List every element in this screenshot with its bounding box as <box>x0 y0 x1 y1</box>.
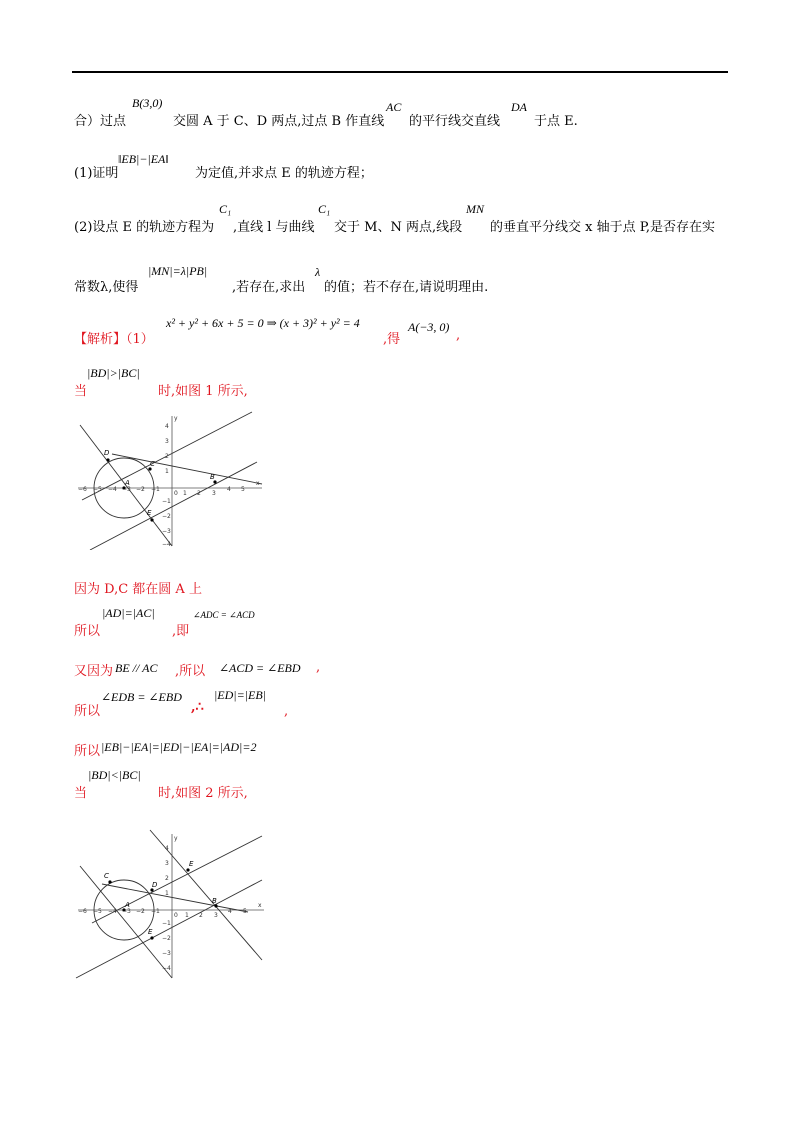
s5-prefix: 所以 <box>74 744 101 759</box>
figure-2 <box>72 828 272 980</box>
svg-text:4: 4 <box>165 845 169 852</box>
svg-text:0: 0 <box>174 912 178 919</box>
mn-label: MN <box>466 202 484 216</box>
svg-text:−3: −3 <box>122 486 131 493</box>
case2-suffix: 时,如图 2 所示, <box>158 786 248 801</box>
fig2-point-e <box>150 936 153 939</box>
svg-text:−5: −5 <box>93 486 102 493</box>
case1-cond: |BD|>|BC| <box>87 366 140 380</box>
svg-text:−2: −2 <box>136 908 145 915</box>
fig2-point-e-top <box>186 868 189 871</box>
header-rule <box>72 71 728 73</box>
solution-get: ,得 <box>383 332 401 347</box>
s2-angle: ∠ADC = ∠ACD <box>193 610 255 620</box>
case1-prefix: 当 <box>74 384 88 399</box>
line1-middle: 交圆 A 于 C、D 两点,过点 B 作直线 <box>173 114 385 129</box>
svg-text:−1: −1 <box>162 920 171 927</box>
svg-text:3: 3 <box>165 860 169 867</box>
svg-text:−4: −4 <box>108 486 117 493</box>
svg-text:−1: −1 <box>151 486 160 493</box>
svg-text:−6: −6 <box>78 486 87 493</box>
part1-prefix: (1)证明 <box>74 166 119 181</box>
svg-text:−6: −6 <box>78 908 87 915</box>
svg-text:−2: −2 <box>162 935 171 942</box>
solution-label: 【解析】（1） <box>74 332 154 347</box>
part2-b: ,直线 l 与曲线 <box>233 220 315 235</box>
s5-expr: |EB|−|EA|=|ED|−|EA|=|AD|=2 <box>101 740 257 754</box>
s4-prefix: 所以 <box>74 704 101 719</box>
case2-cond: |BD|<|BC| <box>88 768 141 782</box>
fig2-label-c: C <box>104 872 109 880</box>
s4-angle: ∠EDB = ∠EBD <box>101 690 182 704</box>
part2b-c: 的值；若不存在,请说明理由. <box>324 280 489 295</box>
svg-text:−2: −2 <box>162 513 171 520</box>
svg-text:0: 0 <box>174 490 178 497</box>
fig2-label-b: B <box>212 897 217 905</box>
svg-text:−3: −3 <box>162 528 171 535</box>
s3-expr: BE // AC <box>115 661 158 675</box>
svg-text:4: 4 <box>227 486 231 493</box>
svg-text:3: 3 <box>214 912 218 919</box>
svg-text:4: 4 <box>165 423 169 430</box>
svg-text:2: 2 <box>165 453 169 460</box>
svg-text:3: 3 <box>212 490 216 497</box>
svg-text:1: 1 <box>165 468 169 475</box>
fig1-label-c: C <box>150 460 155 468</box>
part2b-b: ,若存在,求出 <box>232 280 306 295</box>
svg-text:−3: −3 <box>162 950 171 957</box>
da-label: DA <box>511 100 527 114</box>
part2-c: 交于 M、N 两点,线段 <box>334 220 463 235</box>
ac-label: AC <box>386 100 402 114</box>
s3-end: , <box>316 660 321 675</box>
s3-mid: ,所以 <box>175 664 206 679</box>
s3-angle: ∠ACD = ∠EBD <box>219 661 301 675</box>
fig1-point-e <box>150 518 153 521</box>
case2-prefix: 当 <box>74 786 88 801</box>
svg-text:3: 3 <box>165 438 169 445</box>
svg-text:−4: −4 <box>108 908 117 915</box>
part2b-expr: |MN|=λ|PB| <box>148 264 208 278</box>
circle-equation: x² + y² + 6x + 5 = 0 ⇒ (x + 3)² + y² = 4 <box>166 316 360 330</box>
svg-text:2: 2 <box>199 912 203 919</box>
svg-text:2: 2 <box>197 490 201 497</box>
s2-mid: ,即 <box>172 624 190 639</box>
svg-text:−2: −2 <box>136 486 145 493</box>
line1-prefix: 合）过点 <box>74 114 127 129</box>
fig2-label-d: D <box>152 881 158 889</box>
point-b-label: B(3,0) <box>132 96 163 110</box>
svg-text:−3: −3 <box>122 908 131 915</box>
svg-text:−5: −5 <box>93 908 102 915</box>
svg-text:x: x <box>258 902 262 909</box>
svg-text:y: y <box>174 415 178 422</box>
fig2-label-a: A <box>125 901 130 909</box>
part1-suffix: 为定值,并求点 E 的轨迹方程； <box>195 166 373 181</box>
s4-expr: |ED|=|EB| <box>214 688 266 702</box>
s2-expr: |AD|=|AC| <box>102 606 155 620</box>
s4-therefore: ,∴ <box>191 700 204 715</box>
svg-text:x: x <box>256 480 260 487</box>
s4-end: , <box>284 704 289 719</box>
part1-expr: ‖EB|−|EA‖ <box>118 152 169 166</box>
point-a: A(−3, 0) <box>408 320 450 334</box>
svg-text:−1: −1 <box>162 498 171 505</box>
svg-text:4: 4 <box>228 908 232 915</box>
fig2-label-e-top: E <box>189 860 194 868</box>
solution-comma: , <box>456 328 461 343</box>
c1-label: C₁ <box>219 202 232 216</box>
svg-text:1: 1 <box>185 912 189 919</box>
fig1-label-e: E <box>147 509 152 517</box>
fig1-label-a: A <box>125 479 130 487</box>
svg-text:2: 2 <box>165 875 169 882</box>
s3-prefix: 又因为 <box>74 664 114 679</box>
s2-prefix: 所以 <box>74 624 101 639</box>
part2b-a: 常数λ,使得 <box>74 280 139 295</box>
svg-text:y: y <box>174 835 178 842</box>
fig1-label-d: D <box>104 449 110 457</box>
fig2-label-e: E <box>148 928 153 936</box>
fig2-point-c <box>108 880 111 883</box>
svg-text:−4: −4 <box>162 541 171 548</box>
svg-text:−1: −1 <box>151 908 160 915</box>
c1b-label: C₁ <box>318 202 331 216</box>
lambda-label: λ <box>315 265 321 279</box>
part2-a: (2)设点 E 的轨迹方程为 <box>74 220 215 235</box>
figure-1 <box>72 410 272 550</box>
fig1-label-b: B <box>210 473 215 481</box>
svg-text:5: 5 <box>241 486 245 493</box>
fig1-point-d <box>106 458 109 461</box>
case1-suffix: 时,如图 1 所示, <box>158 384 248 399</box>
svg-text:−4: −4 <box>162 965 171 972</box>
line1-middle2: 的平行线交直线 <box>409 114 501 129</box>
svg-text:5: 5 <box>243 908 247 915</box>
s1-text: 因为 D,C 都在圆 A 上 <box>74 582 202 597</box>
svg-text:1: 1 <box>165 890 169 897</box>
part2-d: 的垂直平分线交 x 轴于点 P,是否存在实 <box>490 220 715 235</box>
line1-suffix: 于点 E. <box>534 114 578 129</box>
svg-text:1: 1 <box>183 490 187 497</box>
